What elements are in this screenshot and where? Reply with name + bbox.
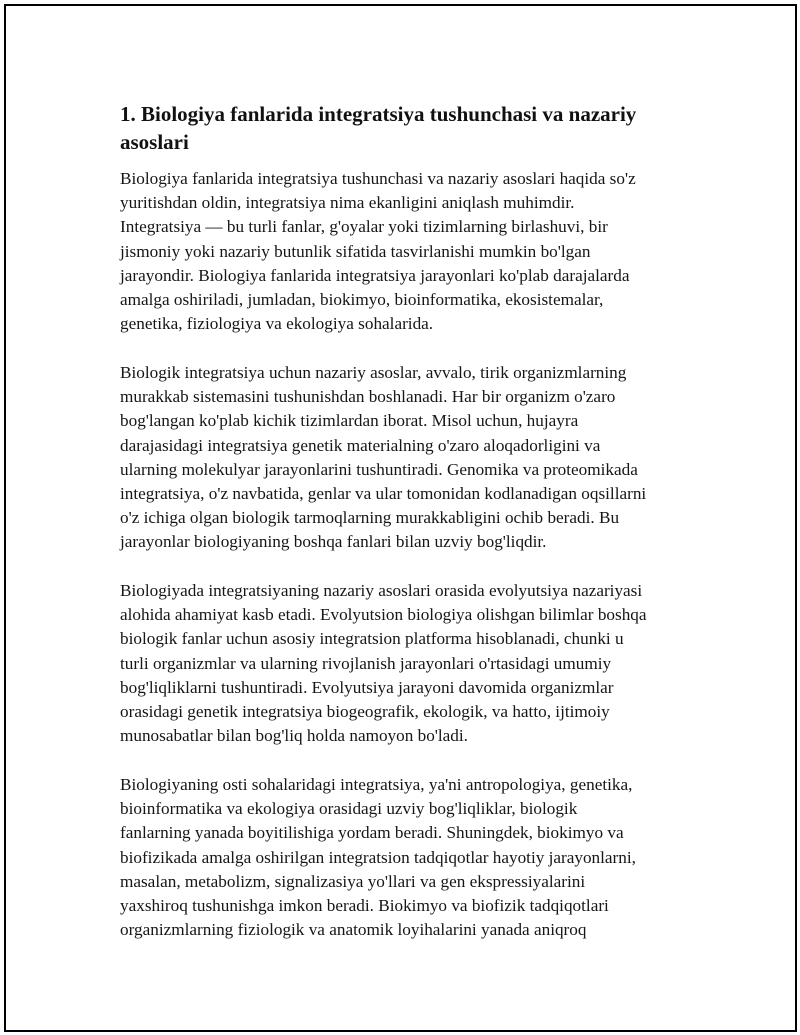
text-line: turli organizmlar va ularning rivojlanish jarayonlari o'rtasidagi umumiy: [120, 653, 612, 673]
paragraph-4: [120, 773, 700, 942]
text-line: darajasidagi integratsiya genetik materialning o'zaro aloqadorligini va: [120, 435, 601, 455]
text-line: yuritishdan oldin, integratsiya nima ekanligini aniqlash muhimdir.: [120, 193, 575, 213]
heading-line: 1. Biologiya fanlarida integratsiya tushunchasi va nazariy: [120, 102, 637, 126]
text-line: masalan, metabolizm, signalizasiya yo'llari va gen ekspressiyalarini: [120, 871, 586, 891]
text-line: jismoniy yoki nazariy butunlik sifatida tasvirlanishi mumkin bo'lgan: [120, 241, 591, 261]
text-line: Biologiyaning osti sohalaridagi integratsiya, ya'ni antropologiya, genetika,: [120, 774, 633, 794]
text-line: murakkab sistemasini tushunishdan boshlanadi. Har bir organizm o'zaro: [120, 387, 616, 407]
text-line: bog'langan ko'plab kichik tizimlardan iborat. Misol uchun, hujayra: [120, 411, 579, 431]
text-line: integratsiya, o'z navbatida, genlar va ular tomonidan kodlanadigan oqsillarni: [120, 483, 647, 503]
text-line: amalga oshiriladi, jumladan, biokimyo, bioinformatika, ekosistemalar,: [120, 290, 604, 310]
text-line: fanlarning yanada boyitilishiga yordam beradi. Shuningdek, biokimyo va: [120, 823, 624, 843]
text-line: bog'liqliklarni tushuntiradi. Evolyutsiya jarayoni davomida organizmlar: [120, 677, 614, 697]
text-line: bioinformatika va ekologiya orasidagi uzviy bog'liqliklar, biologik: [120, 799, 578, 819]
paragraph-2: [120, 361, 700, 555]
text-line: biofizikada amalga oshirilgan integratsion tadqiqotlar hayotiy jarayonlarni,: [120, 847, 636, 867]
page-border: [4, 4, 797, 1032]
text-line: organizmlarning fiziologik va anatomik loyihalarini yanada aniqroq: [120, 920, 587, 940]
text-line: yaxshiroq tushunishga imkon beradi. Biokimyo va biofizik tadqiqotlari: [120, 895, 609, 915]
heading-line: asoslari: [120, 130, 189, 154]
text-line: Integratsiya — bu turli fanlar, g'oyalar yoki tizimlarning birlashuvi, bir: [120, 217, 608, 237]
paragraph-3: [120, 579, 700, 748]
text-line: orasidagi genetik integratsiya biogeografik, ekologik, va hatto, ijtimoiy: [120, 702, 610, 722]
paragraph-1: [120, 167, 700, 336]
text-line: Biologiya fanlarida integratsiya tushunchasi va nazariy asoslari haqida so'z: [120, 169, 636, 188]
text-line: ularning molekulyar jarayonlarini tushuntiradi. Genomika va proteomikada: [120, 459, 638, 479]
text-line: genetika, fiziologiya va ekologiya sohalarida.: [120, 314, 434, 334]
text-line: munosabatlar bilan bog'liq holda namoyon bo'ladi.: [120, 726, 468, 746]
document-body: [120, 100, 700, 967]
text-line: Biologik integratsiya uchun nazariy asoslar, avvalo, tirik organizmlarning: [120, 362, 627, 382]
text-line: o'z ichiga olgan biologik tarmoqlarning murakkabligini ochib beradi. Bu: [120, 508, 620, 528]
text-line: alohida ahamiyat kasb etadi. Evolyutsion biologiya olishgan bilimlar boshqa: [120, 605, 647, 625]
text-line: Biologiyada integratsiyaning nazariy asoslari orasida evolyutsiya nazariyasi: [120, 581, 643, 601]
text-line: jarayonlar biologiyaning boshqa fanlari bilan uzviy bog'liqdir.: [120, 532, 547, 552]
text-line: jarayondir. Biologiya fanlarida integratsiya jarayonlari ko'plab darajalarda: [120, 265, 630, 285]
section-heading: [120, 100, 700, 156]
text-line: biologik fanlar uchun asosiy integratsion platforma hisoblanadi, chunki u: [120, 629, 624, 649]
